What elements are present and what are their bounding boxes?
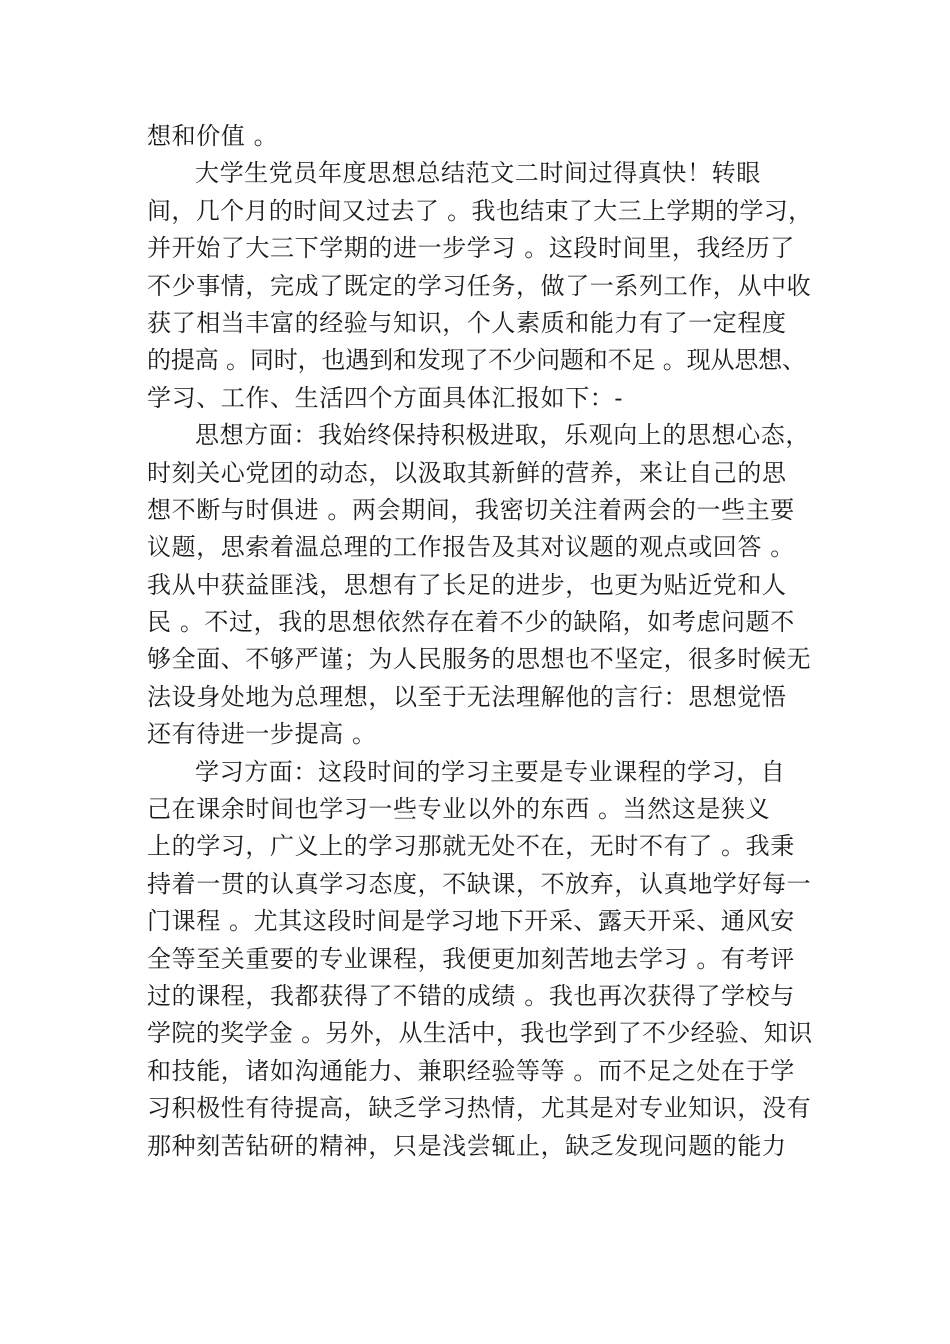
text-line: 大学生党员年度思想总结范文二时间过得真快！转眼 [195,159,761,188]
text-line: 己在课余时间也学习一些专业以外的东西 。当然这是狭义 [147,795,771,824]
text-line: 那种刻苦钻研的精神，只是浅尝辄止，缺乏发现问题的能力 [147,1131,787,1160]
text-line: 过的课程，我都获得了不错的成绩 。我也再次获得了学校与 [147,981,795,1010]
text-line: 学院的奖学金 。另外，从生活中，我也学到了不少经验、知识 [147,1019,813,1048]
text-line: 民 。不过，我的思想依然存在着不少的缺陷，如考虑问题不 [147,608,795,637]
text-line: 门课程 。尤其这段时间是学习地下开采、露天开采、通风安 [147,907,795,936]
text-line: 学习、工作、生活四个方面具体汇报如下：- [147,383,624,412]
text-line: 和技能，诸如沟通能力、兼职经验等等 。而不足之处在于学 [147,1056,795,1085]
text-line: 还有待进一步提高 。 [147,720,377,749]
text-line: 够全面、不够严谨；为人民服务的思想也不坚定，很多时候无 [147,645,812,674]
text-line: 我从中获益匪浅，思想有了长足的进步，也更为贴近党和人 [147,570,787,599]
text-line: 获了相当丰富的经验与知识，个人素质和能力有了一定程度 [147,308,787,337]
text-line: 法设身处地为总理想，以至于无法理解他的言行：思想觉悟 [147,682,787,711]
document-body-text [147,118,812,1165]
text-line: 间，几个月的时间又过去了 。我也结束了大三上学期的学习， [147,196,813,225]
text-line: 想不断与时俱进 。两会期间，我密切关注着两会的一些主要 [147,495,795,524]
text-line: 学习方面：这段时间的学习主要是专业课程的学习，自 [195,757,786,786]
text-line: 时刻关心党团的动态，以汲取其新鲜的营养，来让自己的思 [147,458,787,487]
text-line: 持着一贯的认真学习态度，不缺课，不放弃，认真地学好每一 [147,869,812,898]
text-line: 议题，思索着温总理的工作报告及其对议题的观点或回答 。 [147,533,795,562]
text-line: 上的学习，广义上的学习那就无处不在，无时不有了 。我秉 [147,832,795,861]
text-line: 并开始了大三下学期的进一步学习 。这段时间里，我经历了 [147,234,795,263]
text-line: 全等至关重要的专业课程，我便更加刻苦地去学习 。有考评 [147,944,795,973]
text-line: 的提高 。同时，也遇到和发现了不少问题和不足 。现从思想、 [147,346,806,375]
text-line: 习积极性有待提高，缺乏学习热情，尤其是对专业知识，没有 [147,1094,812,1123]
text-line: 不少事情，完成了既定的学习任务，做了一系列工作，从中收 [147,271,812,300]
text-line: 想和价值 。 [147,122,279,150]
text-line: 思想方面：我始终保持积极进取，乐观向上的思想心态， [195,421,810,450]
